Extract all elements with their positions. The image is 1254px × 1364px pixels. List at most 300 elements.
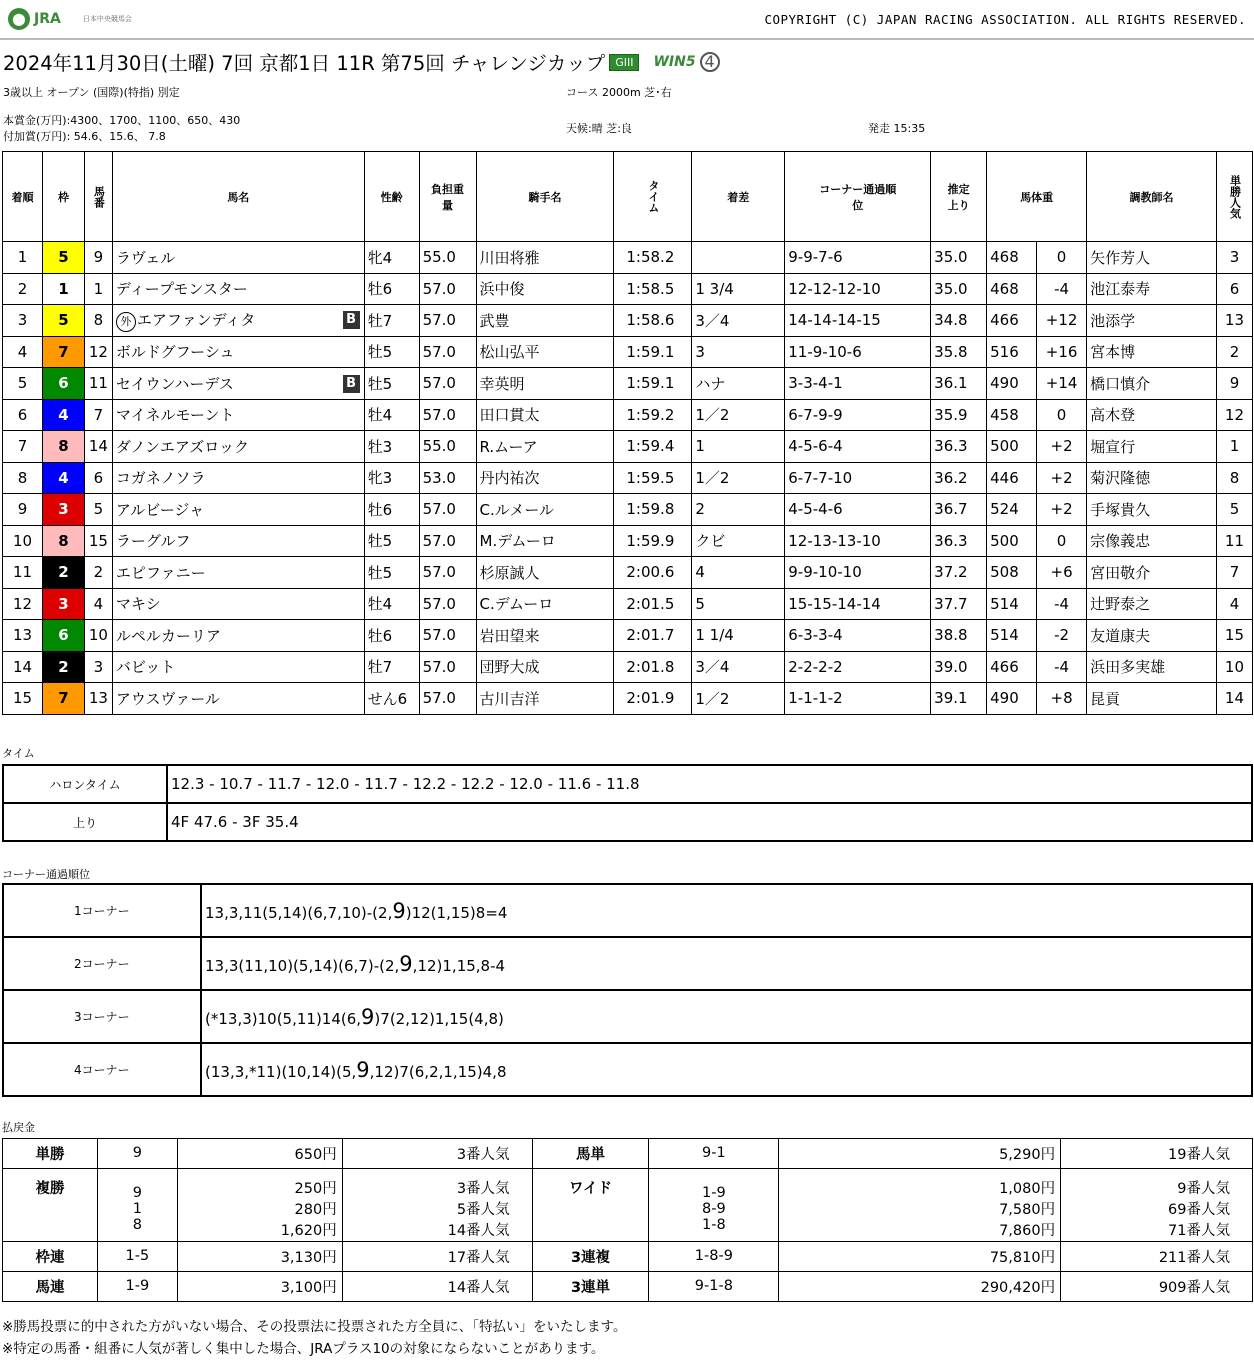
trainer[interactable]: 辻野泰之 [1087,588,1217,620]
lap-row [3,765,1252,803]
corner-order-post: ,12)7(6,2,1,15)4,8 [369,1062,507,1081]
popularity: 1 [1216,431,1252,463]
payout-value: 7,860円 [999,1223,1056,1239]
payout-yen [177,1242,342,1272]
waku-cell [42,336,84,368]
combination-value: 8 [132,1216,142,1233]
corner: 2-2-2-2 [785,651,931,683]
time: 1:59.5 [614,462,692,494]
last3f: 35.8 [931,336,987,368]
corner-row [3,937,1252,990]
body-weight: 508 [987,557,1037,589]
last3f: 39.1 [931,683,987,715]
blinker-icon: B [343,311,360,329]
waku-cell [42,462,84,494]
popularity-value: 17番人気 [447,1249,510,1266]
payout-table [2,1138,1253,1302]
corner-order [201,937,1252,990]
trainer[interactable]: 友道康夫 [1087,620,1217,652]
result-row [3,368,1253,400]
col-rank: 着順 [3,152,43,242]
horse-number: 12 [84,336,112,368]
furlong-value: 12.3 - 10.7 - 11.7 - 12.0 - 11.7 - 12.2 - 12.2 - 12.0 - 11.6 - 11.8 [167,765,1252,803]
payout-heading: 払戻金 [2,1121,35,1134]
body-weight: 524 [987,494,1037,526]
horse-name[interactable]: ラーグルフ [115,532,191,551]
payout-popularity [342,1242,532,1272]
weight: 53.0 [419,462,476,494]
last3f: 37.2 [931,557,987,589]
col-pop: 単勝人気 [1216,152,1252,242]
popularity-value: 69番人気 [1168,1202,1230,1218]
combination [97,1139,177,1169]
corner: 6-3-3-4 [785,620,931,652]
horse-name[interactable]: ダノンエアズロック [115,437,249,456]
horse-name-cell[interactable] [112,651,364,683]
payout-popularity [1061,1272,1253,1302]
bet-type: 馬連 [3,1272,98,1302]
horse-number: 2 [84,557,112,589]
popularity: 15 [1216,620,1252,652]
horse-name-cell[interactable] [112,399,364,431]
payout-row [3,1242,1253,1272]
payout-value: 250円 [294,1181,337,1197]
lap-table [2,764,1253,842]
last3f: 37.7 [931,588,987,620]
corner: 9-9-10-10 [785,557,931,589]
trainer[interactable]: 池江泰寿 [1087,273,1217,305]
time: 1:59.8 [614,494,692,526]
horse-name-cell[interactable] [112,336,364,368]
bet-type: 複勝 [3,1169,98,1242]
body-weight: 490 [987,683,1037,715]
body-diff: +2 [1037,431,1087,463]
rank: 9 [3,494,43,526]
popularity-value: 3番人気 [456,1181,510,1197]
race-title: 2024年11月30日(土曜) 7回 京都1日 11R 第75回 チャレンジカップ [3,52,606,75]
time: 2:01.9 [614,683,692,715]
popularity: 6 [1216,273,1252,305]
last3f: 39.0 [931,651,987,683]
popularity-value: 9番人気 [1177,1181,1230,1197]
jockey[interactable]: 丹内祐次 [476,462,614,494]
jockey[interactable]: C.デムーロ [476,588,614,620]
win5-number: 4 [700,52,720,72]
race-condition: 3歳以上 オープン (国際)(特指) 別定 [3,86,180,99]
body-diff: +8 [1037,683,1087,715]
col-body: 馬体重 [987,152,1087,242]
blinker-icon: B [343,375,360,393]
horse-name[interactable]: エアファンディタ [136,310,256,329]
rank: 15 [3,683,43,715]
horse-name[interactable]: コガネノソラ [115,469,206,488]
time-heading: タイム [2,747,35,760]
waku-badge: 8 [43,526,84,557]
col-last3f: 推定上り [931,152,987,242]
horse-name[interactable]: エピファニー [115,563,206,582]
weight: 57.0 [419,399,476,431]
payout-value: 3,100円 [280,1279,337,1296]
bet-type: 単勝 [3,1139,98,1169]
waku-cell [42,683,84,715]
sex-age: 牡4 [364,399,419,431]
trainer[interactable]: 高木登 [1087,399,1217,431]
rank: 7 [3,431,43,463]
corner: 12-12-12-10 [785,273,931,305]
horse-name-cell[interactable] [112,368,364,400]
weight: 57.0 [419,683,476,715]
body-weight: 458 [987,399,1037,431]
trainer[interactable]: 浜田多実雄 [1087,651,1217,683]
horse-name-cell[interactable] [112,242,364,274]
rank: 4 [3,336,43,368]
combination-value: 9 [132,1145,142,1161]
time: 1:59.2 [614,399,692,431]
result-row [3,336,1253,368]
corner-order-pre: 13,3(11,10)(5,14)(6,7)-(2, [205,956,400,975]
sex-age: 牝3 [364,462,419,494]
body-weight: 466 [987,305,1037,337]
corner: 4-5-4-6 [785,494,931,526]
horse-name-cell[interactable] [112,588,364,620]
top-bar [0,0,1254,40]
horse-name-cell[interactable] [112,683,364,715]
combination-value: 9-1 [702,1145,726,1161]
payout-row [3,1272,1253,1302]
waku-cell [42,368,84,400]
trainer[interactable]: 宗像義忠 [1087,525,1217,557]
weight: 57.0 [419,620,476,652]
trainer[interactable]: 手塚貴久 [1087,494,1217,526]
waku-badge: 4 [43,400,84,431]
jockey[interactable]: 川田将雅 [476,242,614,274]
payout-popularity [1061,1139,1253,1169]
horse-name[interactable]: マイネルモーント [115,406,235,425]
combination-value: 8-9 [702,1200,726,1217]
horse-name-cell[interactable] [112,273,364,305]
combination [649,1139,779,1169]
sex-age: 牡6 [364,620,419,652]
winner-number: 9 [399,951,413,976]
corner-order [201,1043,1252,1096]
body-diff: 0 [1037,525,1087,557]
rank: 13 [3,620,43,652]
body-diff: -2 [1037,620,1087,652]
time: 1:59.1 [614,368,692,400]
body-diff: +6 [1037,557,1087,589]
payout-value: 5,290円 [999,1146,1056,1163]
payout-value: 3,130円 [280,1249,337,1266]
start-time: 発走 15:35 [868,122,926,135]
corner-label: 2コーナー [3,937,201,990]
combination [649,1169,779,1242]
horse-name[interactable]: ラヴェル [115,248,176,267]
body-diff: +2 [1037,494,1087,526]
corner-order-pre: (*13,3)10(5,11)14(6, [205,1009,362,1028]
sex-age: 牡7 [364,305,419,337]
horse-name-cell[interactable] [112,462,364,494]
foreign-mark: 外 [116,312,136,332]
body-weight: 514 [987,620,1037,652]
rank: 10 [3,525,43,557]
horse-name-cell[interactable] [112,305,364,337]
result-row [3,305,1253,337]
waku-cell [42,588,84,620]
corner-order-post: )12(1,15)8=4 [405,903,508,922]
popularity-value: 909番人気 [1158,1279,1230,1296]
payout-popularity [342,1169,532,1242]
combination [97,1242,177,1272]
last3f: 36.1 [931,368,987,400]
winner-number: 9 [392,898,406,923]
popularity-value: 5番人気 [456,1202,510,1218]
weight: 57.0 [419,336,476,368]
sex-age: せん6 [364,683,419,715]
margin: ハナ [692,368,785,400]
trainer[interactable]: 池添学 [1087,305,1217,337]
horse-name[interactable]: セイウンハーデス [115,374,234,393]
body-weight: 514 [987,588,1037,620]
agari-row [3,803,1252,841]
weight: 57.0 [419,273,476,305]
col-name: 馬名 [112,152,364,242]
horse-name-cell[interactable] [112,494,364,526]
body-diff: +16 [1037,336,1087,368]
popularity-value: 14番人気 [447,1223,510,1239]
body-diff: +12 [1037,305,1087,337]
jockey[interactable]: 杉原誠人 [476,557,614,589]
waku-badge: 4 [43,463,84,494]
rank: 14 [3,651,43,683]
corner-label: 4コーナー [3,1043,201,1096]
horse-number: 10 [84,620,112,652]
result-row [3,557,1253,589]
margin: 3／4 [692,305,785,337]
waku-cell [42,494,84,526]
payout-popularity [1061,1242,1253,1272]
payout-value: 280円 [294,1202,337,1218]
time: 2:00.6 [614,557,692,589]
trainer[interactable]: 橋口慎介 [1087,368,1217,400]
body-diff: +2 [1037,462,1087,494]
results-table [2,151,1253,715]
payout-popularity [1061,1169,1253,1242]
popularity: 13 [1216,305,1252,337]
waku-badge: 5 [43,305,84,336]
time: 2:01.5 [614,588,692,620]
popularity-value: 3番人気 [456,1146,510,1163]
logo-sub: 日本中央競馬会 [82,15,132,23]
time: 1:58.6 [614,305,692,337]
waku-badge: 3 [43,494,84,525]
combination [649,1242,779,1272]
rank: 11 [3,557,43,589]
popularity: 14 [1216,683,1252,715]
jockey[interactable]: 幸英明 [476,368,614,400]
jockey[interactable]: R.ムーア [476,431,614,463]
rank: 12 [3,588,43,620]
jockey[interactable]: 浜中俊 [476,273,614,305]
horse-number: 1 [84,273,112,305]
agari-label: 上り [3,803,167,841]
col-margin: 着差 [692,152,785,242]
last3f: 35.0 [931,273,987,305]
horse-name[interactable]: アウスヴァール [115,689,221,708]
weight: 57.0 [419,651,476,683]
horse-name[interactable]: バビット [115,658,176,677]
jockey[interactable]: 武豊 [476,305,614,337]
body-weight: 446 [987,462,1037,494]
sex-age: 牡6 [364,273,419,305]
payout-yen [177,1272,342,1302]
body-weight: 468 [987,273,1037,305]
margin: 1／2 [692,399,785,431]
corner-order-pre: (13,3,*11)(10,14)(5, [205,1062,357,1081]
waku-badge: 7 [43,683,84,714]
waku-badge: 3 [43,589,84,620]
last3f: 35.0 [931,242,987,274]
horse-number: 9 [84,242,112,274]
waku-cell [42,399,84,431]
payout-yen [779,1272,1061,1302]
horse-name-cell[interactable] [112,620,364,652]
race-title-row [3,48,720,76]
waku-badge: 5 [43,242,84,273]
popularity: 9 [1216,368,1252,400]
horse-name-cell[interactable] [112,525,364,557]
waku-cell [42,620,84,652]
jockey[interactable]: 岩田望来 [476,620,614,652]
horse-number: 3 [84,651,112,683]
corner-order-pre: 13,3,11(5,14)(6,7,10)-(2, [205,903,393,922]
rank: 5 [3,368,43,400]
popularity: 7 [1216,557,1252,589]
margin: 1 3/4 [692,273,785,305]
trainer[interactable]: 堀宣行 [1087,431,1217,463]
popularity: 2 [1216,336,1252,368]
win5-logo: WIN5 [653,54,696,70]
last3f: 36.3 [931,431,987,463]
margin: 5 [692,588,785,620]
margin: 2 [692,494,785,526]
jockey[interactable]: 田口貫太 [476,399,614,431]
trainer[interactable]: 宮本博 [1087,336,1217,368]
col-num: 馬番 [84,152,112,242]
payout-popularity [342,1272,532,1302]
payout-value: 1,620円 [280,1223,337,1239]
payout-yen [177,1139,342,1169]
weight: 57.0 [419,588,476,620]
trainer[interactable]: 昆貢 [1087,683,1217,715]
bet-type: 馬単 [532,1139,649,1169]
horse-name[interactable]: ルペルカーリア [115,626,221,645]
payout-row [3,1169,1253,1242]
body-diff: -4 [1037,651,1087,683]
corner: 6-7-7-10 [785,462,931,494]
waku-badge: 6 [43,620,84,651]
jockey[interactable]: C.ルメール [476,494,614,526]
last3f: 38.8 [931,620,987,652]
popularity: 5 [1216,494,1252,526]
combination-value: 1-9 [702,1184,726,1201]
col-weight: 負担重量 [419,152,476,242]
horse-name[interactable]: マキシ [115,595,161,614]
time: 1:59.4 [614,431,692,463]
time: 2:01.7 [614,620,692,652]
col-corner: コーナー通過順位 [785,152,931,242]
popularity-value: 211番人気 [1158,1249,1230,1266]
col-sex-age: 性齢 [364,152,419,242]
last3f: 36.2 [931,462,987,494]
jockey[interactable]: 団野大成 [476,651,614,683]
corner: 3-3-4-1 [785,368,931,400]
horse-number: 15 [84,525,112,557]
trainer[interactable]: 宮田敬介 [1087,557,1217,589]
rank: 8 [3,462,43,494]
result-row [3,431,1253,463]
jockey[interactable]: 松山弘平 [476,336,614,368]
horse-number: 4 [84,588,112,620]
combination-value: 1-9 [125,1278,150,1294]
waku-badge: 7 [43,337,84,368]
popularity: 11 [1216,525,1252,557]
popularity: 8 [1216,462,1252,494]
payout-value: 1,080円 [999,1181,1056,1197]
body-diff: 0 [1037,399,1087,431]
trainer[interactable]: 矢作芳人 [1087,242,1217,274]
agari-value: 4F 47.6 - 3F 35.4 [167,803,1252,841]
bet-type: 3連複 [532,1242,649,1272]
weight: 55.0 [419,242,476,274]
result-row [3,462,1253,494]
horse-name[interactable]: アルビージャ [115,500,205,519]
body-diff: -4 [1037,588,1087,620]
horse-name[interactable]: ディープモンスター [115,280,248,299]
jra-logo[interactable] [8,8,132,30]
corner-row [3,1043,1252,1096]
corner-heading: コーナー通過順位 [2,868,90,881]
sex-age: 牝4 [364,242,419,274]
result-row [3,273,1253,305]
result-row [3,494,1253,526]
jockey[interactable]: M.デムーロ [476,525,614,557]
horse-name[interactable]: ボルドグフーシュ [115,343,235,362]
horse-name-cell[interactable] [112,557,364,589]
corner-row [3,884,1252,937]
margin [692,242,785,274]
trainer[interactable]: 菊沢隆徳 [1087,462,1217,494]
corner-order [201,990,1252,1043]
corner: 4-5-6-4 [785,431,931,463]
rank: 3 [3,305,43,337]
corner-order-post: )7(2,12)1,15(4,8) [374,1009,504,1028]
horse-name-cell[interactable] [112,431,364,463]
body-weight: 500 [987,431,1037,463]
sex-age: 牡7 [364,651,419,683]
popularity-value: 19番人気 [1168,1146,1230,1163]
combination [649,1272,779,1302]
col-jockey: 騎手名 [476,152,614,242]
jockey[interactable]: 古川吉洋 [476,683,614,715]
corner: 15-15-14-14 [785,588,931,620]
popularity-value: 14番人気 [447,1279,510,1296]
payout-yen [177,1169,342,1242]
payout-yen [779,1169,1061,1242]
corner: 6-7-9-9 [785,399,931,431]
last3f: 34.8 [931,305,987,337]
sex-age: 牡5 [364,557,419,589]
waku-badge: 1 [43,274,84,305]
